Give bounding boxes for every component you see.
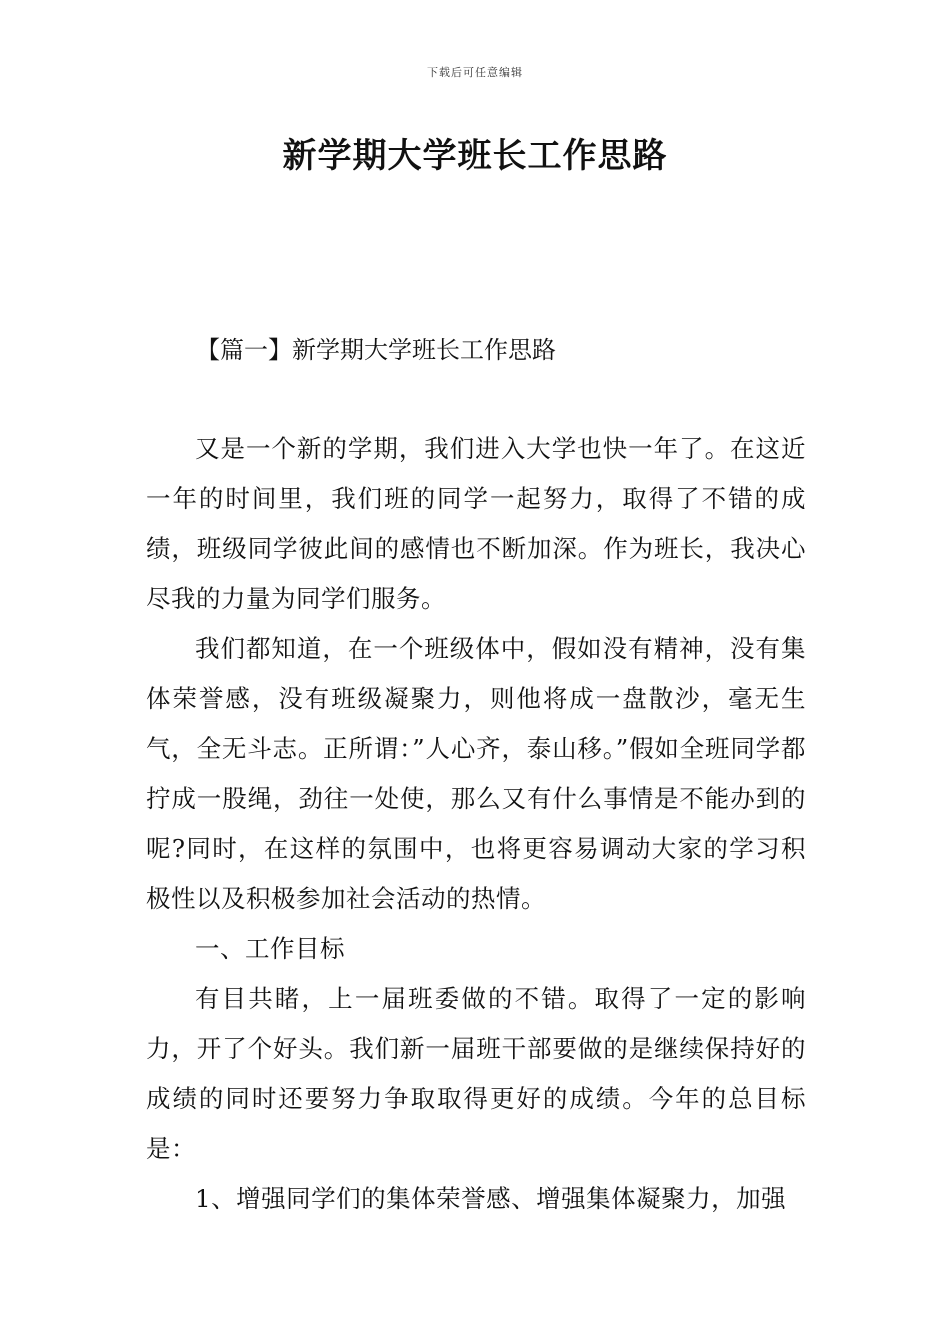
section-heading: 【篇一】新学期大学班长工作思路 (196, 336, 556, 364)
paragraph-goal-item-1: 1、增强同学们的集体荣誉感、增强集体凝聚力，加强 (195, 1184, 787, 1213)
paragraph-intro: 又是一个新的学期，我们进入大学也快一年了。在这近一年的时间里，我们班的同学一起努力，取得了不错的成绩，班级同学彼此间的感情也不断加深。作为班长，我决心尽我的力量为同学们服务。 (146, 434, 806, 613)
document-body (146, 424, 806, 1224)
paragraph-cohesion: 我们都知道，在一个班级体中，假如没有精神，没有集体荣誉感，没有班级凝聚力，则他将成一盘散沙，毫无生气，全无斗志。正所谓：”人心齐，泰山移。”假如全班同学都拧成一股绳，劲往一处使，那么又有什么事情是不能办到的呢?同时，在这样的氛围中，也将更容易调动大家的学习积极性以及积极参加社会活动的热情。 (146, 634, 806, 913)
subheading-work-goals: 一、工作目标 (195, 934, 345, 963)
document-title: 新学期大学班长工作思路 (282, 136, 668, 176)
paragraph-goals: 有目共睹，上一届班委做的不错。取得了一定的影响力，开了个好头。我们新一届班干部要做的是继续保持好的成绩的同时还要努力争取取得更好的成绩。今年的总目标是： (146, 984, 806, 1163)
header-note: 下载后可任意编辑 (427, 66, 523, 79)
